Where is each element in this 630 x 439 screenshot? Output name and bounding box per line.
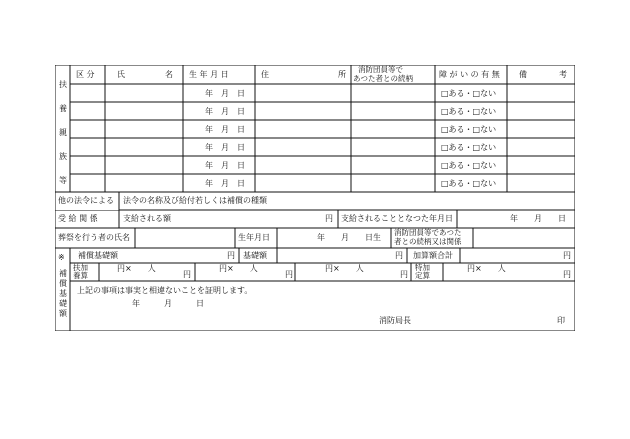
dependent-form xyxy=(55,65,575,331)
special-addition-label-1: 特加 xyxy=(415,263,430,272)
header-relation-1: 消防団員等で xyxy=(358,65,403,74)
row-6-disability: □ある・□ない xyxy=(441,179,497,188)
compensation-vertical-label xyxy=(58,269,68,319)
other-law-label: 他の法令による xyxy=(58,196,114,205)
calc-2: 円× 人 xyxy=(219,264,258,273)
funeral-relation-2: 者との続柄又は関係 xyxy=(394,237,462,246)
relation-label: 受 給 関 係 xyxy=(58,214,98,223)
row-3-disability: □ある・□ない xyxy=(441,125,497,134)
header-name-2: 名 xyxy=(165,70,173,79)
law-name-label: 法令の名称及び給付若しくは補償の種類 xyxy=(123,196,267,205)
row-2-birth-date: 年 月 日 xyxy=(205,107,245,116)
funeral-relation-1: 消防団員等であつた xyxy=(394,228,462,237)
header-category: 区 分 xyxy=(76,70,95,79)
issuer-title: 消防局長 xyxy=(379,316,411,325)
special-addition-label-2: 定算 xyxy=(415,271,430,280)
side-label-char-4: 族 xyxy=(59,152,67,161)
side-label-char-3: 親 xyxy=(59,128,67,137)
comp-vertical-char-1: 補 xyxy=(59,269,67,278)
dependent-addition-label-1: 扶加 xyxy=(73,263,88,272)
calc-1: 円× 人 xyxy=(117,264,156,273)
header-remarks-2: 考 xyxy=(559,70,567,79)
funeral-person-label: 葬祭を行う者の氏名 xyxy=(58,233,130,242)
row-4-birth-date: 年 月 日 xyxy=(205,143,245,152)
comp-vertical-char-3: 基 xyxy=(59,289,67,298)
calc-2-yen: 円 xyxy=(285,270,293,279)
funeral-birth-label: 生年月日 xyxy=(238,233,270,242)
header-relation-2: あつた者との続柄 xyxy=(353,74,413,83)
funeral-birth-value: 年 月 日生 xyxy=(317,233,381,242)
certification-date: 年 月 日 xyxy=(132,299,204,308)
header-name-1: 氏 xyxy=(117,70,125,79)
seal-mark: 印 xyxy=(557,316,565,325)
row-1-birth-date: 年 月 日 xyxy=(205,89,245,98)
amount-unit: 円 xyxy=(325,214,333,223)
addition-total-yen: 円 xyxy=(563,251,571,260)
amount-label: 支給される額 xyxy=(123,214,171,223)
comp-vertical-char-5: 額 xyxy=(59,309,67,318)
comp-vertical-char-4: 礎 xyxy=(59,299,67,308)
header-disability: 障 が い の 有 無 xyxy=(439,70,500,79)
addition-total-label: 加算額合計 xyxy=(413,251,453,260)
side-label-char-2: 養 xyxy=(59,104,67,113)
dependent-addition-label-2: 養算 xyxy=(73,271,88,280)
payment-date-label: 支給されることとなつた年月日 xyxy=(341,214,453,223)
calc-4-yen: 円 xyxy=(563,270,571,279)
row-1-disability: □ある・□ない xyxy=(441,89,497,98)
payment-date-value: 年 月 日 xyxy=(510,214,566,223)
header-remarks-1: 備 xyxy=(519,70,527,79)
dependents-side-label xyxy=(58,73,68,193)
comp-vertical-char-2: 償 xyxy=(59,279,67,288)
row-6-birth-date: 年 月 日 xyxy=(205,179,245,188)
calc-1-yen: 円 xyxy=(183,270,191,279)
row-5-birth-date: 年 月 日 xyxy=(205,161,245,170)
base-amount-label: 補償基礎額 xyxy=(78,251,118,260)
row-3-birth-date: 年 月 日 xyxy=(205,125,245,134)
certification-statement: 上記の事項は事実と相違ないことを証明します。 xyxy=(77,286,253,295)
calc-3-yen: 円 xyxy=(400,270,408,279)
header-address-1: 住 xyxy=(261,70,269,79)
header-birth: 生 年 月 日 xyxy=(189,70,229,79)
calc-4: 円× 人 xyxy=(467,264,506,273)
calc-3: 円× 人 xyxy=(325,264,364,273)
compensation-mark: ※ xyxy=(58,253,65,262)
side-label-char-1: 扶 xyxy=(59,80,67,89)
base-amount-yen: 円 xyxy=(227,251,235,260)
header-address-2: 所 xyxy=(338,70,346,79)
basic-yen: 円 xyxy=(395,251,403,260)
row-2-disability: □ある・□ない xyxy=(441,107,497,116)
row-5-disability: □ある・□ない xyxy=(441,161,497,170)
basic-label: 基礎額 xyxy=(243,251,267,260)
side-label-char-5: 等 xyxy=(59,176,67,185)
row-4-disability: □ある・□ない xyxy=(441,143,497,152)
